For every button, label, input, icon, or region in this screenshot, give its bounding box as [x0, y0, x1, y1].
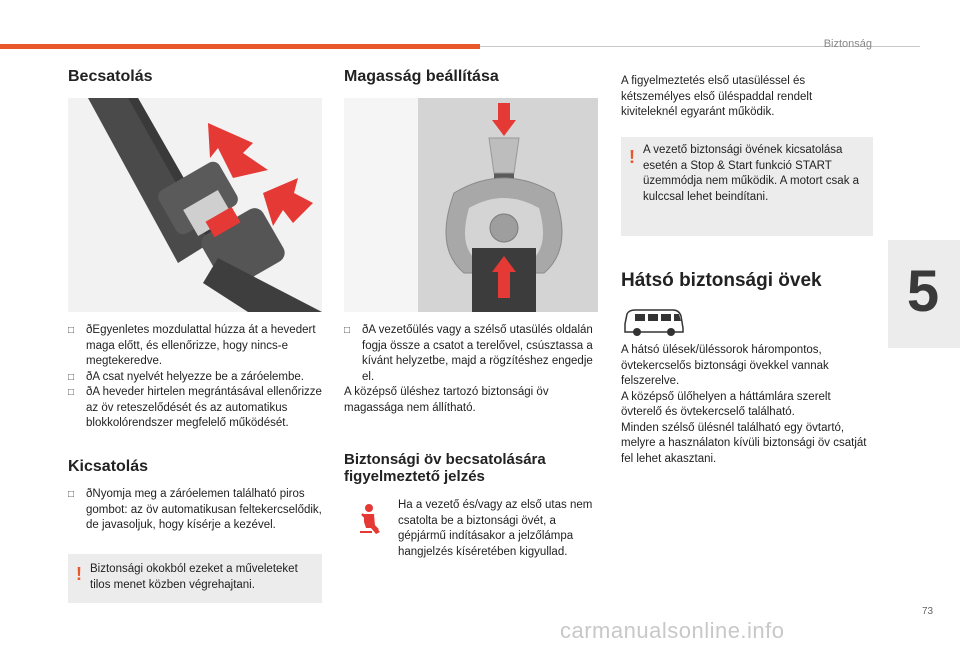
van-icon — [621, 306, 687, 338]
intro-text: A figyelmeztetés első utasüléssel és kétszemélyes első üléspaddal rendelt kivitеleknél egyaránt működik. — [621, 75, 813, 118]
list-item: ð □ Egyenletes mozdulattal húzza át a hevedert maga előtt, és ellenőrizze, hogy nincs-e megtekeredve. — [68, 323, 330, 370]
list-item: ð □ A csat nyelvét helyezze be a záróelembe. — [68, 370, 330, 386]
chapter-number: 5 — [906, 259, 940, 324]
bullet-icon: ð □ — [68, 325, 75, 336]
rear-text-1: A hátsó ülések/üléssorok hárompontos, övtekercselős biztonsági övekkel vannak felszerelve. — [621, 344, 829, 387]
height-adjuster-illustration — [344, 98, 598, 312]
list-item: ð □ A vezetőülés vagy a szélső utasülés oldalán fogja össze a csatot a terelővel, csúsztassa a kívánt helyzetbe, majd a rögzítéshez engedje el. — [344, 323, 606, 385]
seatbelt-warning-lamp-icon — [352, 502, 388, 538]
warning-note: ! Biztonsági okokból ezeket a műveleteket tilos menet közben végrehajtani. — [68, 554, 322, 603]
page-number: 73 — [922, 606, 934, 617]
bullet-icon: ð □ — [344, 325, 351, 336]
warning-exclamation-icon: ! — [76, 564, 82, 584]
heading-rear-belts: Hátsó biztonsági övek — [621, 270, 822, 291]
bullet-icon: ð □ — [68, 387, 75, 398]
list-item: ð □ Nyomja meg a záróelemen található piros gombot: az öv automatikusan feltekercselődik, de javasoljuk, hogy kísérje a kezével. — [68, 487, 330, 534]
list-item: ð □ A heveder hirtelen megrántásával ellenőrizze az öv reteszelődését és az automatikus blokkolórendszer megfelelő működését. — [68, 385, 330, 432]
rear-text-3: Minden szélső ülésnél található egy övtartó, melyre a használaton kívüli biztonsági öv csatját fel lehet akasztani. — [621, 421, 867, 465]
heading-unbuckle: Kicsatolás — [68, 458, 149, 475]
height-note: A középső üléshez tartozó biztonsági öv magassága nem állítható. — [344, 386, 549, 414]
warning-note-stop-start: ! A vezető biztonsági övének kicsatolása esetén a Stop & Start funkció START üzemmódja nem működik. A motort csak a kulccsal lehet beindítani. — [621, 137, 873, 236]
rear-text-2: A középső ülőhelyen a háttámlára szerelt övterelő és övtekercselő található. — [621, 390, 831, 418]
bullet-icon: ð □ — [68, 489, 75, 500]
bullet-icon: ð □ — [68, 371, 75, 383]
watermark: carmanualsonline.info — [560, 618, 785, 643]
heading-warning-light: Biztonsági öv becsatolására figyelmeztető jelzés — [344, 451, 546, 485]
warning-light-text: Ha a vezető és/vagy az első utas nem csatolta be a biztonsági övét, a gépjármű indításakor a jelzőlámpa hangjelzés kíséretében kigyullad. — [398, 499, 593, 558]
heading-buckle: Becsatolás — [68, 68, 153, 85]
section-title: Biztonság — [823, 38, 872, 50]
seatbelt-buckle-illustration — [68, 98, 322, 312]
warning-exclamation-icon: ! — [629, 147, 635, 167]
header-accent-bar — [0, 44, 480, 49]
heading-height-adjust: Magasság beállítása — [344, 68, 499, 85]
